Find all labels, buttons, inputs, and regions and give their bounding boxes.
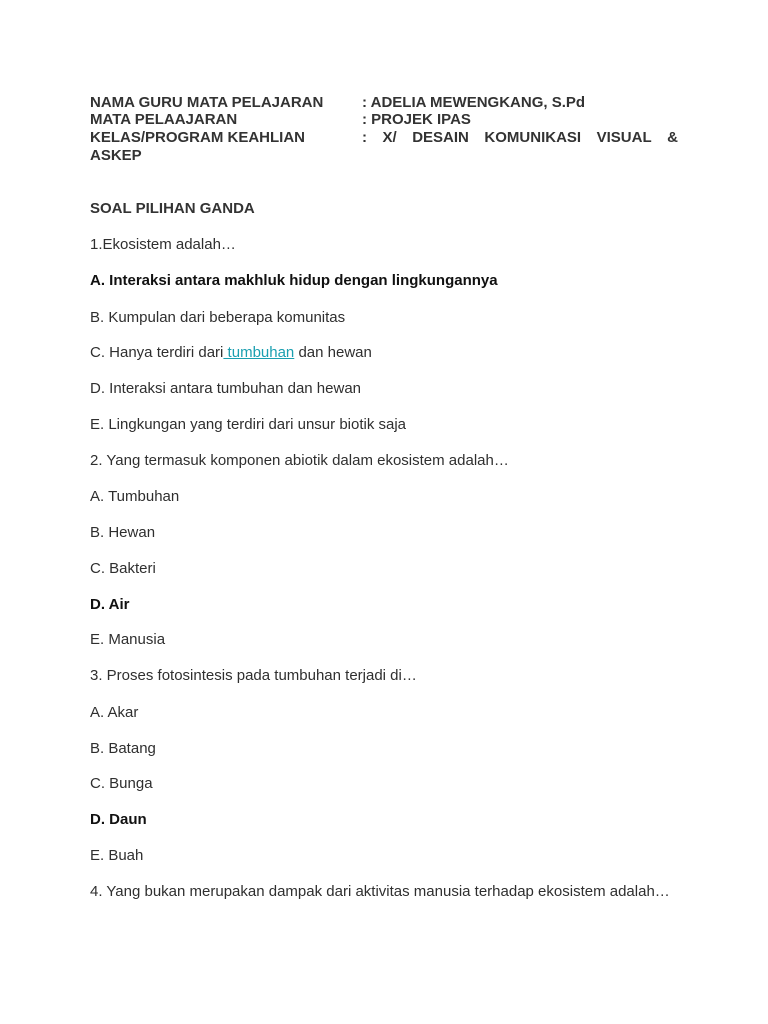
q3-option-b: B. Batang — [90, 740, 156, 757]
question-4: 4. Yang bukan merupakan dampak dari aktivitas manusia terhadap ekosistem adalah… — [90, 883, 670, 900]
question-3: 3. Proses fotosintesis pada tumbuhan terjadi di… — [90, 667, 417, 684]
q1-option-a: A. Interaksi antara makhluk hidup dengan lingkungannya — [90, 272, 498, 289]
q1-option-c-text: C. Hanya terdiri dari — [90, 344, 224, 361]
subject-label: MATA PELAAJARAN — [90, 111, 238, 128]
teacher-value: : ADELIA MEWENGKANG, S.Pd — [362, 94, 586, 111]
class-label: KELAS/PROGRAM KEAHLIAN — [90, 129, 306, 146]
section-title: SOAL PILIHAN GANDA — [90, 200, 255, 217]
class-value-word: KOMUNIKASI — [484, 129, 582, 146]
q3-option-a: A. Akar — [90, 704, 139, 721]
class-value — [362, 129, 678, 146]
q3-option-c: C. Bunga — [90, 775, 153, 792]
question-1: 1.Ekosistem adalah… — [90, 236, 236, 253]
class-value-word: X/ — [382, 129, 397, 146]
class-value-continued: ASKEP — [90, 147, 142, 164]
class-value-word: : — [362, 129, 367, 146]
subject-value: : PROJEK IPAS — [362, 111, 471, 128]
class-value-word: VISUAL — [596, 129, 652, 146]
question-2: 2. Yang termasuk komponen abiotik dalam ekosistem adalah… — [90, 452, 509, 469]
class-value-word: DESAIN — [412, 129, 469, 146]
q2-option-a: A. Tumbuhan — [90, 488, 180, 505]
class-value-word: & — [667, 129, 678, 146]
q1-option-e: E. Lingkungan yang terdiri dari unsur biotik saja — [90, 416, 407, 433]
q2-option-b: B. Hewan — [90, 524, 156, 541]
q1-option-b: B. Kumpulan dari beberapa komunitas — [90, 309, 346, 326]
tumbuhan-link[interactable]: tumbuhan — [223, 344, 295, 361]
q2-option-d: D. Air — [90, 596, 130, 613]
teacher-label: NAMA GURU MATA PELAJARAN — [90, 94, 324, 111]
q3-option-d: D. Daun — [90, 811, 147, 828]
q2-option-c: C. Bakteri — [90, 560, 156, 577]
q1-option-c — [90, 344, 372, 362]
q1-option-c-tail: dan hewan — [294, 344, 372, 361]
q3-option-e: E. Buah — [90, 847, 144, 864]
q1-option-d: D. Interaksi antara tumbuhan dan hewan — [90, 380, 362, 397]
q2-option-e: E. Manusia — [90, 631, 166, 648]
